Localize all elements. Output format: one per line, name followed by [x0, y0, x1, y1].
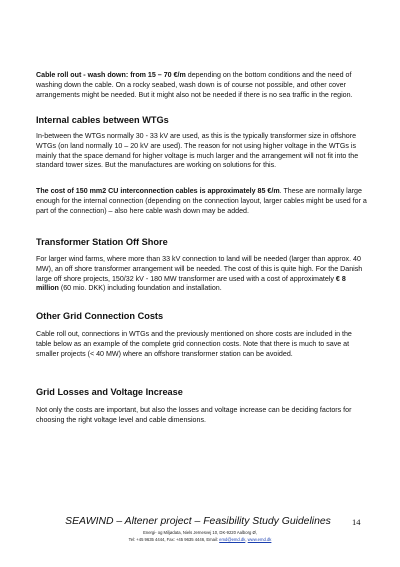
- grid-losses-paragraph: Not only the costs are important, but also the losses and voltage increase can be deciding factors for choosing the right voltage level and cable dimensions.: [36, 406, 352, 424]
- interconnection-cost-lead: The cost of 150 mm2 CU interconnection cables is approximately 85 €/m: [36, 187, 280, 195]
- internal-cables-paragraph: In-between the WTGs normally 30 - 33 kV are used, as this is the typically transformer size in offshore WTGs (on land normally 10 – 20 kV are used). The reason for not using higher voltage in the WTGs is mainly that the space demand for higher voltage is much larger and the arrangement will not fit into the standard tower sizes. But the manufactures are working on solutions for this.: [36, 132, 359, 170]
- transformer-station-paragraph: [36, 255, 368, 294]
- footer-contact: [0, 537, 400, 542]
- footer-contact-prefix: Tel: +45 9635 4444, Fax: +45 9635 4446, Email:: [128, 537, 220, 542]
- cable-rollout-lead: Cable roll out - wash down: from 15 – 70 €/m: [36, 71, 186, 79]
- footer-title: SEAWIND – Altener project – Feasibility Study Guidelines: [65, 516, 331, 527]
- interconnection-cost-text: . These are normally large enough for the internal connection (depending on the connection layout, larger cables might be used for a part of the connection) – also here cable wash down may be added.: [36, 187, 367, 215]
- footer-separator: ,: [245, 537, 248, 542]
- page-number: 14: [352, 517, 361, 527]
- footer-address: Energi- og Miljødata, Niels Jernesvej 10, DK-9220 Aalborg Ø,: [143, 530, 257, 535]
- interconnection-cost-paragraph: [36, 187, 368, 216]
- cable-rollout-text: depending on the bottom conditions and the need of washing down the cable. On a rocky seabed, wash down is of course not possible, and other cover arrangements might be needed. But it might also not be needed if there is no sea traffic in the region.: [36, 71, 353, 99]
- heading-internal-cables: Internal cables between WTGs: [36, 115, 169, 125]
- cable-rollout-paragraph: [36, 71, 368, 100]
- transformer-text-b: (60 mio. DKK) including foundation and installation.: [58, 284, 222, 293]
- transformer-text-a: For larger wind farms, where more than 33 kV connection to land will be needed (larger than approx. 40 MW), an off shore transformer arrangement will be needed. The cost of this is quite high. For the Danish large off shore projects, 150/32 kV - 180 MW transformer are used with a cost of approximately: [36, 255, 363, 283]
- transformer-cost-bold: € 8 million: [36, 274, 346, 293]
- footer-email-link[interactable]: emd@emd.dk: [219, 537, 246, 542]
- footer-website-link[interactable]: www.emd.dk: [247, 537, 272, 542]
- heading-other-grid-costs: Other Grid Connection Costs: [36, 311, 164, 321]
- heading-transformer-station: Transformer Station Off Shore: [36, 237, 168, 247]
- heading-grid-losses: Grid Losses and Voltage Increase: [36, 387, 183, 397]
- other-grid-costs-paragraph: Cable roll out, connections in WTGs and the previously mentioned on shore costs are included in the table below as an example of the complete grid connection costs. Note that there is much to save at smaller projects (< 40 MW) where an offshore transformer station can be avoided.: [36, 330, 352, 358]
